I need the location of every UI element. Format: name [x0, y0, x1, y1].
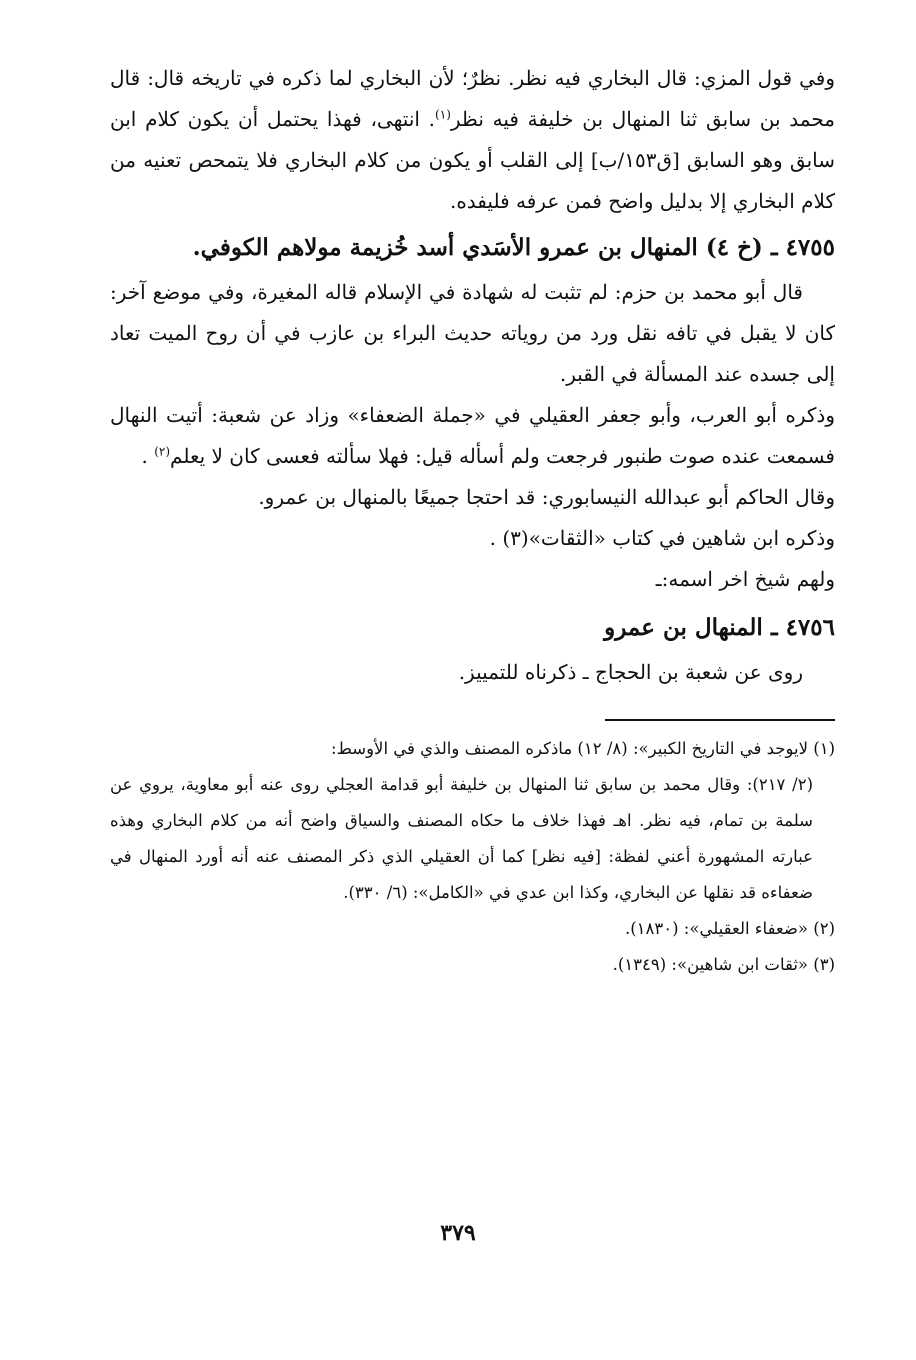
entry-4755-line-shahin-tail: .: [489, 526, 496, 550]
intro-paragraph: [110, 58, 835, 222]
footnote-separator: [605, 719, 835, 721]
entry-4755-line-shahin: [110, 518, 835, 559]
footnote-ref-2: (٢): [154, 444, 171, 459]
footnote-1-first-line: (١) لايوجد في التاريخ الكبير»: (٨/ ١٢) ماذكره المصنف والذي في الأوسط:: [331, 739, 835, 758]
entry-4755-line-shahin-text: وذكره ابن شاهين في كتاب «الثقات»: [528, 526, 835, 550]
footnote-2: (٢) «ضعفاء العقيلي»: (١٨٣٠).: [624, 919, 835, 938]
footnote-ref-3: (٣): [502, 526, 529, 550]
page-number: ٣٧٩: [440, 1220, 476, 1246]
page-content: [110, 58, 835, 983]
entry-heading-4756: ٤٧٥٦ ـ المنهال بن عمرو: [604, 614, 835, 641]
footnote-ref-1: (١): [435, 107, 451, 122]
entry-heading-4755: ٤٧٥٥ ـ (خ ٤) المنهال بن عمرو الأسَدي أسد خُزيمة مولاهم الكوفي.: [192, 234, 835, 261]
entry-4755-paragraph-2-tail: .: [141, 444, 148, 468]
footnote-3: (٣) «ثقات ابن شاهين»: (١٣٤٩).: [612, 955, 835, 974]
footnote-1-continuation: (٢/ ٢١٧): وقال محمد بن سابق ثنا المنهال بن خليفة أبو قدامة العجلي روى عنه أبو معاوية، يروي عن سلمة بن تمام، فيه نظر. اهـ فهذا خلاف ما حكاه المصنف والسياق واضح أنه من كلام البخاري وهذه عبارته المشهورة أعني لفظة: [فيه نظر] كما أن العقيلي الذي ذكر المصنف عنه أنه أورد المنهال في ضعفاءه قد نقلها عن البخاري، وكذا ابن عدي في «الكامل»: (٦/ ٣٣٠).: [110, 775, 813, 902]
intro-text: وفي قول المزي: قال البخاري فيه نظر. نظرٌ؛ لأن البخاري لما ذكره في تاريخه قال: قال محمد بن سابق ثنا المنهال بن خليفة فيه نظر: [110, 66, 835, 131]
entry-4756-line-1: روى عن شعبة بن الحجاج ـ ذكرناه للتمييز.: [458, 660, 803, 684]
intro-tail: . انتهى، فهذا يحتمل أن يكون كلام ابن سابق وهو السابق [ق١٥٣/ب] إلى القلب أو يكون من كلام البخاري فلا يتمحص تعنيه من كلام البخاري إلا بدليل واضح فمن عرفه فليفده.: [110, 107, 835, 213]
entry-4755-paragraph-2: [110, 395, 835, 477]
entry-4755-paragraph-2-text: وذكره أبو العرب، وأبو جعفر العقيلي في «جملة الضعفاء» وزاد عن شعبة: أتيت النهال فسمعت عنده صوت طنبور فرجعت ولم أسأله قيل: فهلا سألته فعسى كان لا يعلم: [110, 403, 835, 468]
entry-4755-line-hakim: وقال الحاكم أبو عبدالله النيسابوري: قد احتجا جميعًا بالمنهال بن عمرو.: [258, 485, 835, 509]
entry-4755-paragraph-1: قال أبو محمد بن حزم: لم تثبت له شهادة في الإسلام قاله المغيرة، وفي موضع آخر: كان لا يقبل في تافه نقل ورد من روياته حديث البراء بن عازب في أن روح الميت تعاد إلى جسده عند المسألة في القبر.: [110, 280, 835, 386]
entry-4755-line-other-sheikh: ولهم شيخ اخر اسمه:ـ: [655, 567, 835, 591]
